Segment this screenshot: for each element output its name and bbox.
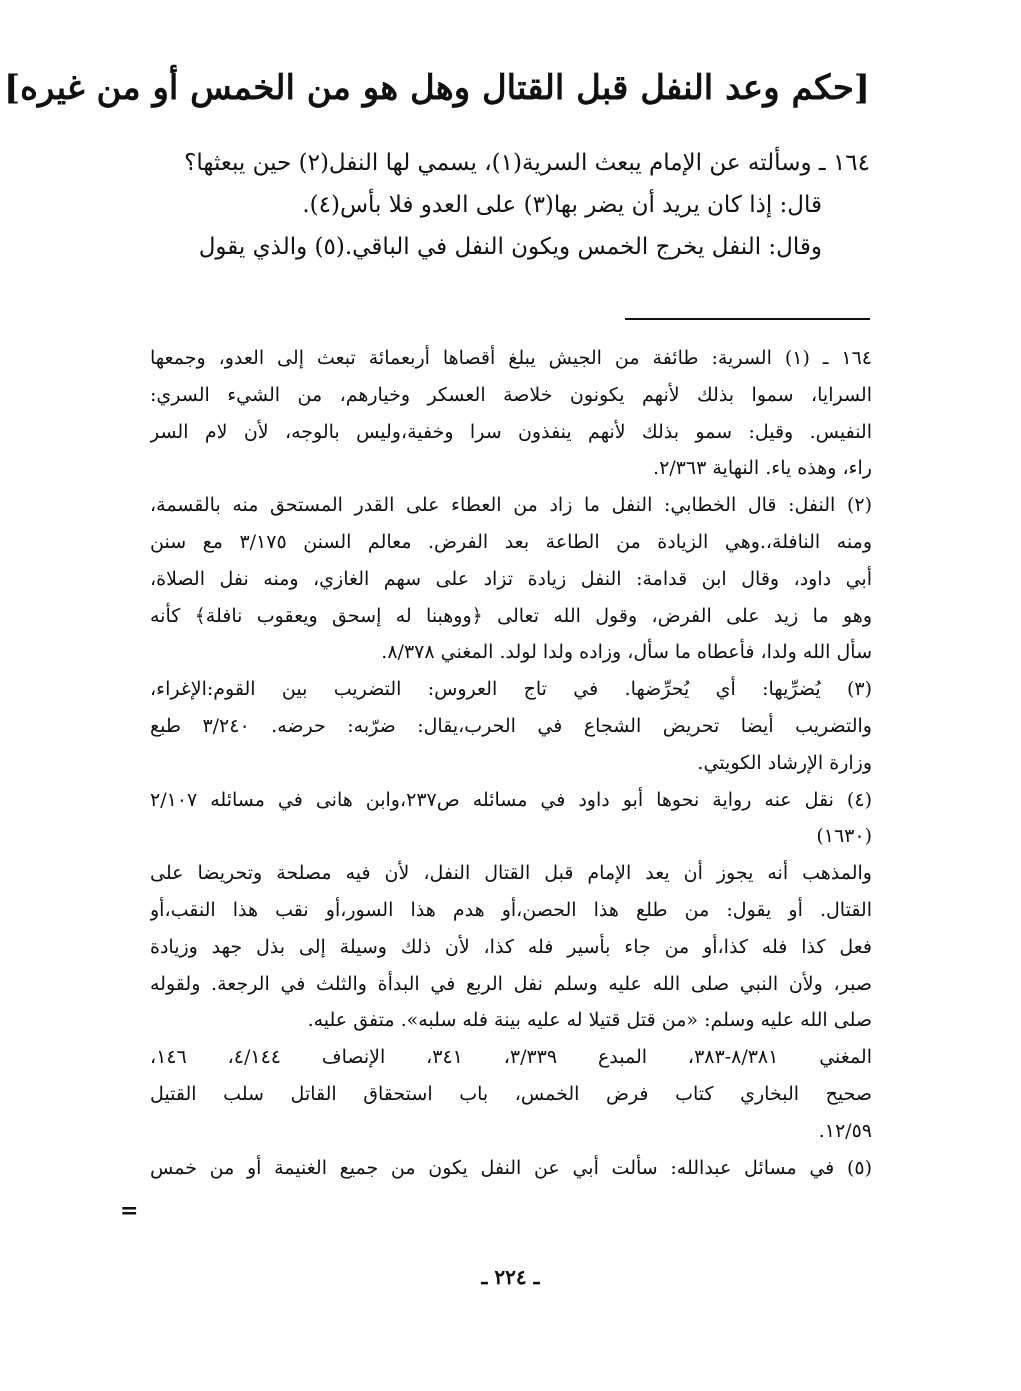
footnote-line: والتضريب أيضا تحريض الشجاع في الحرب،يقال: ضرّبه: حرضه. ٣/٢٤٠ طبع [150, 714, 872, 737]
footnote-line: (٢) النفل: قال الخطابي: النفل ما زاد من العطاء على القدر المستحق منه بالقسمة، [150, 494, 872, 517]
footnotes [150, 340, 872, 1186]
footnote-line: (١٦٣٠) [816, 825, 872, 848]
footnote-line: (٣) يُضرِّيها: أي يُحرِّضها. في تاج العروس: التضريب بين القوم:الإغراء، [150, 678, 872, 701]
footnote-line: صحيح البخاري كتاب فرض الخمس، باب استحقاق القاتل سلب القتيل [150, 1082, 872, 1105]
footnote-line: (٤) نقل عنه رواية نحوها أبو داود في مسائله ص٢٣٧،وابن هانى في مسائله ٢/١٠٧ [150, 788, 872, 811]
footnote-line: صبر، ولأن النبي صلى الله عليه وسلم نفل الربع في البدأة والثلث في الرجعة. ولقوله [150, 972, 872, 995]
footnote-line: النفيس. وقيل: سمو بذلك لأنهم ينفذون سرا وخفية،وليس بالوجه، لأن لام السر [150, 420, 872, 443]
page-number: ـ ٢٢٤ ـ [481, 1265, 540, 1289]
main-line: وقال: النفل يخرج الخمس ويكون النفل في الباقي.(٥) والذي يقول [198, 234, 822, 260]
footnote-line: وزارة الإرشاد الكويتي. [697, 751, 872, 774]
main-text [155, 142, 870, 268]
footnote-line: (٥) في مسائل عبدالله: سألت أبي عن النفل يكون من جميع الغنيمة أو من خمس [150, 1156, 872, 1179]
continuation-mark: = [120, 1198, 139, 1224]
footnote-line: ومنه النافلة،.وهي الزيادة من الطاعة بعد الفرض. معالم السنن ٣/١٧٥ مع سنن [150, 530, 872, 553]
footnote-line: سأل الله ولدا، فأعطاه ما سأل، وزاده ولدا لولد. المغني ٨/٣٧٨. [381, 641, 872, 664]
footnote-line: والمذهب أنه يجوز أن يعد الإمام قبل القتال النفل، لأن فيه مصلحة وتحريضا على [150, 862, 872, 885]
footnote-line: القتال. أو يقول: من طلع هذا الحصن،أو هدم هذا السور،أو نقب هذا النقب،أو [150, 898, 872, 921]
footnote-line: صلى الله عليه وسلم: «من قتل قتيلا له عليه بينة فله سلبه». متفق عليه. [307, 1009, 872, 1032]
section-title: [حكم وعد النفل قبل القتال وهل هو من الخمس أو من غيره] [4, 68, 870, 108]
footnote-line: السرايا، سموا بذلك لأنهم يكونون خلاصة العسكر وخيارهم، من الشيء السري: [150, 383, 872, 406]
footnote-line: ١٦٤ ـ (١) السرية: طائفة من الجيش يبلغ أقصاها أربعمائة تبعث إلى العدو، وجمعها [150, 347, 872, 369]
footnote-line: راء، وهذه ياء. النهاية ٢/٣٦٣. [653, 457, 872, 480]
footnote-line: المغني ٨/٣٨١-٣٨٣، المبدع ٣/٣٣٩، ٣٤١، الإنصاف ٤/١٤٤، ١٤٦، [150, 1046, 872, 1069]
main-line: ١٦٤ ـ وسألته عن الإمام يبعث السرية(١)، يسمي لها النفل(٢) حين يبعثها؟ [184, 150, 870, 176]
footnote-line: وهو ما زيد على الفرض، وقول الله تعالى ﴿ووهبنا له إسحق ويعقوب نافلة﴾ كأنه [150, 604, 872, 627]
footnote-line: ١٢/٥٩. [818, 1119, 872, 1142]
footnote-line: فعل كذا فله كذا،أو من جاء بأسير فله كذا، لأن ذلك وسيلة إلى بذل جهد وزيادة [150, 935, 872, 958]
main-line: قال: إذا كان يريد أن يضر بها(٣) على العدو فلا بأس(٤). [302, 192, 822, 218]
footnote-separator [625, 318, 870, 320]
footnote-line: أبي داود، وقال ابن قدامة: النفل زيادة تزاد على سهم الغازي، ومنه نفل الصلاة، [150, 567, 872, 590]
